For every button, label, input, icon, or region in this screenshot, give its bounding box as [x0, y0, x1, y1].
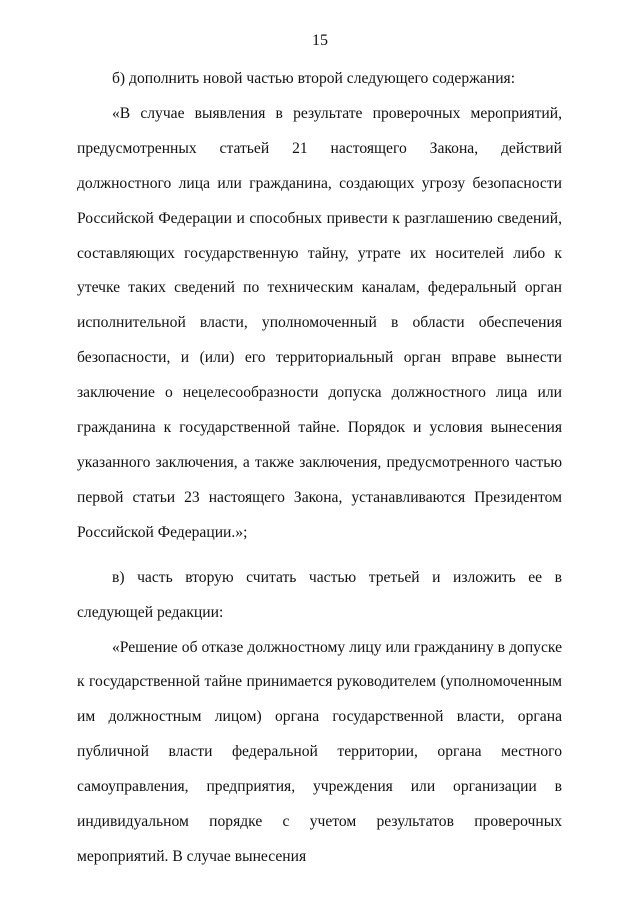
paragraph-amendment-b: б) дополнить новой частью второй следующего содержания: [112, 70, 516, 87]
paragraph-quoted-decision: «Решение об отказе должностному лицу или гражданину в допуске к государственной тайне принимается руководителем (уполномоченным им должностным лицом) органа государственной власти, органа публичной власти федеральной территории, органа местного самоуправления, предприятия, учреждения или организации в индивидуальном порядке с учетом результатов проверочных мероприятий. В случае вынесения [77, 638, 562, 865]
page-number: 15 [312, 32, 328, 49]
paragraph-quoted-part-two: «В случае выявления в результате проверочных мероприятий, предусмотренных статьей 21 настоящего Закона, действий должностного лица или гражданина, создающих угрозу безопасности Российской Федерации и способных привести к разглашению сведений, составляющих государственную тайну, утрате их носителей либо к утечке таких сведений по техническим каналам, федеральный орган исполнительной власти, уполномоченный в области обеспечения безопасности, и (или) его территориальный орган вправе вынести заключение о нецелесообразности допуска должностного лица или гражданина к государственной тайне. Порядок и условия вынесения указанного заключения, а также заключения, предусмотренного частью первой статьи 23 настоящего Закона, устанавливаются Президентом Российской Федерации.»; [77, 104, 562, 541]
paragraph-amendment-v: в) часть вторую считать частью третьей и изложить ее в следующей редакции: [77, 568, 562, 621]
document-body [77, 62, 562, 875]
